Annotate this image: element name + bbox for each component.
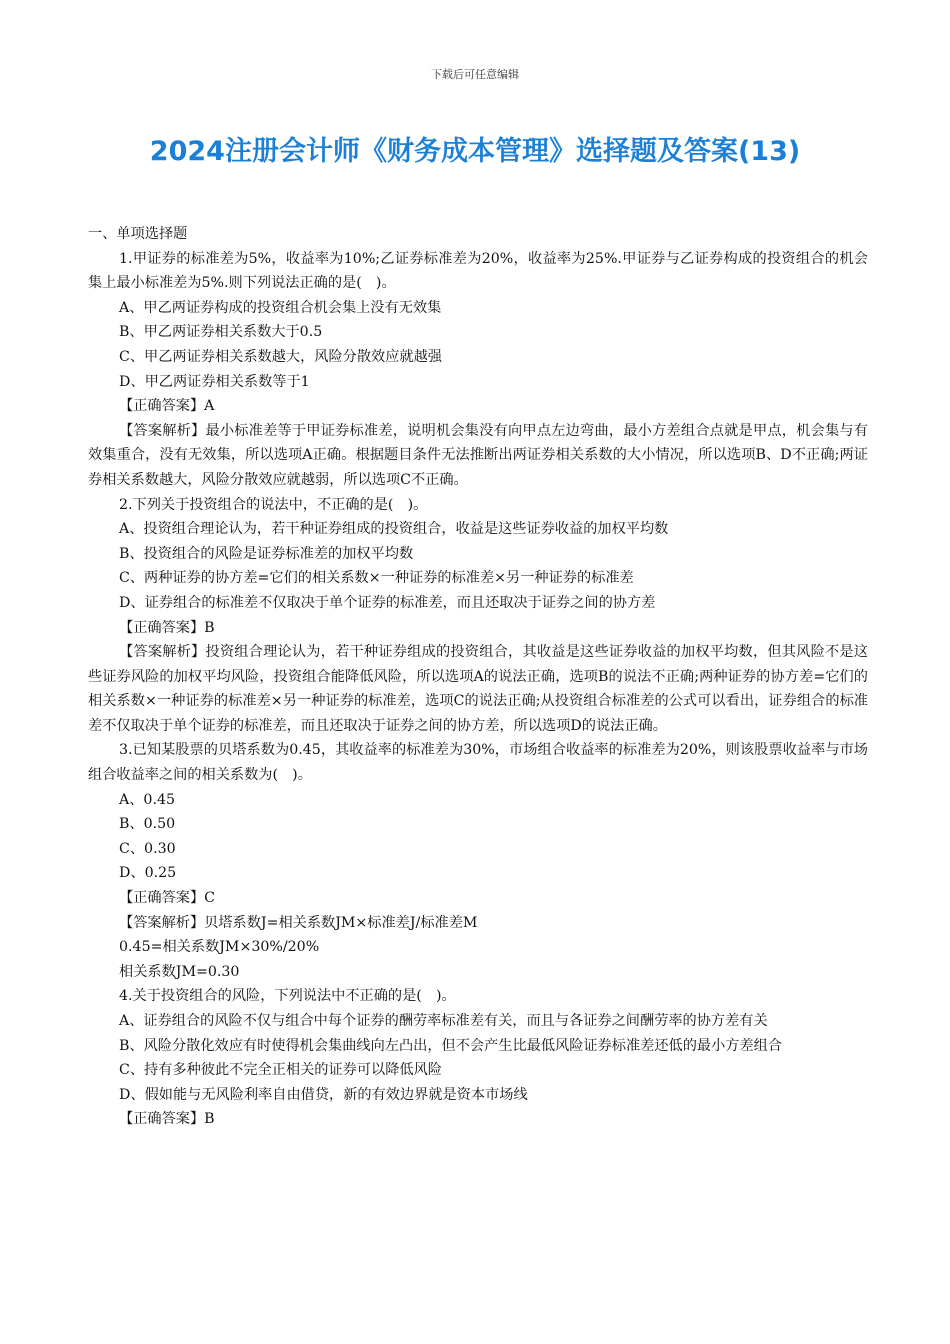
header-note: 下载后可任意编辑 — [431, 68, 519, 81]
option-b: B、风险分散化效应有时使得机会集曲线向左凸出，但不会产生比最低风险证券标准差还低的最小方差组合 — [119, 1037, 783, 1054]
correct-answer: 【正确答案】C — [119, 890, 215, 907]
answer-analysis: 【答案解析】最小标准差等于甲证券标准差，说明机会集没有向甲点左边弯曲，最小方差组合点就是甲点，机会集与有效集重合，没有无效集，所以选项A正确。根据题目条件无法推断出两证券相关系数的大小情况，所以选项B、D不正确;两证券相关系数越大，风险分散效应就越弱，所以选项C不正确。 — [88, 422, 868, 488]
option-b: B、投资组合的风险是证券标准差的加权平均数 — [119, 545, 414, 562]
option-d: D、假如能与无风险利率自由借贷，新的有效边界就是资本市场线 — [119, 1086, 528, 1103]
option-d: D、证券组合的标准差不仅取决于单个证券的标准差，而且还取决于证券之间的协方差 — [119, 594, 656, 611]
option-d: D、甲乙两证券相关系数等于1 — [119, 373, 310, 390]
option-a: A、甲乙两证券构成的投资组合机会集上没有无效集 — [119, 299, 442, 316]
question-stem: 4.关于投资组合的风险，下列说法中不正确的是( )。 — [119, 988, 456, 1005]
correct-answer: 【正确答案】A — [119, 398, 215, 415]
answer-analysis: 【答案解析】投资组合理论认为，若干种证券组成的投资组合，其收益是这些证券收益的加权平均数，但其风险不是这些证券风险的加权平均风险，投资组合能降低风险，所以选项A的说法正确，选项B的说法不正确;两种证券的协方差=它们的相关系数×一种证券的标准差×另一种证券的标准差，选项C的说法正确;从投资组合标准差的公式可以看出，证券组合的标准差不仅取决于单个证券的标准差，而且还取决于证券之间的协方差，所以选项D的说法正确。 — [88, 644, 868, 734]
option-a: A、投资组合理论认为，若干种证券组成的投资组合，收益是这些证券收益的加权平均数 — [119, 521, 669, 538]
option-a: A、证券组合的风险不仅与组合中每个证券的酬劳率标准差有关，而且与各证券之间酬劳率的协方差有关 — [119, 1013, 768, 1029]
option-d: D、0.25 — [119, 865, 177, 882]
option-b: B、甲乙两证券相关系数大于0.5 — [119, 324, 323, 341]
analysis-result: 相关系数JM=0.30 — [119, 963, 240, 980]
document-body — [88, 222, 868, 1132]
question-stem: 3.已知某股票的贝塔系数为0.45，其收益率的标准差为30%，市场组合收益率的标准差为20%，则该股票收益率与市场组合收益率之间的相关系数为( )。 — [88, 742, 868, 784]
option-c: C、两种证券的协方差=它们的相关系数×一种证券的标准差×另一种证券的标准差 — [119, 570, 634, 587]
option-b: B、0.50 — [119, 816, 176, 833]
document-title: 2024注册会计师《财务成本管理》选择题及答案(13) — [149, 136, 801, 167]
question-stem: 1.甲证券的标准差为5%，收益率为10%;乙证券标准差为20%，收益率为25%.甲证券与乙证券构成的投资组合的机会集上最小标准差为5%.则下列说法正确的是( )。 — [88, 250, 868, 292]
question-stem: 2.下列关于投资组合的说法中，不正确的是( )。 — [119, 496, 428, 513]
section-heading: 一、单项选择题 — [88, 226, 188, 242]
option-c: C、0.30 — [119, 840, 176, 857]
option-a: A、0.45 — [119, 791, 176, 808]
answer-analysis: 【答案解析】贝塔系数J=相关系数JM×标准差J/标准差M — [119, 914, 478, 931]
option-c: C、持有多种彼此不完全正相关的证券可以降低风险 — [119, 1062, 442, 1079]
analysis-formula: 0.45=相关系数JM×30%/20% — [119, 939, 320, 956]
correct-answer: 【正确答案】B — [119, 1111, 215, 1128]
option-c: C、甲乙两证券相关系数越大，风险分散效应就越强 — [119, 348, 442, 365]
correct-answer: 【正确答案】B — [119, 619, 215, 636]
